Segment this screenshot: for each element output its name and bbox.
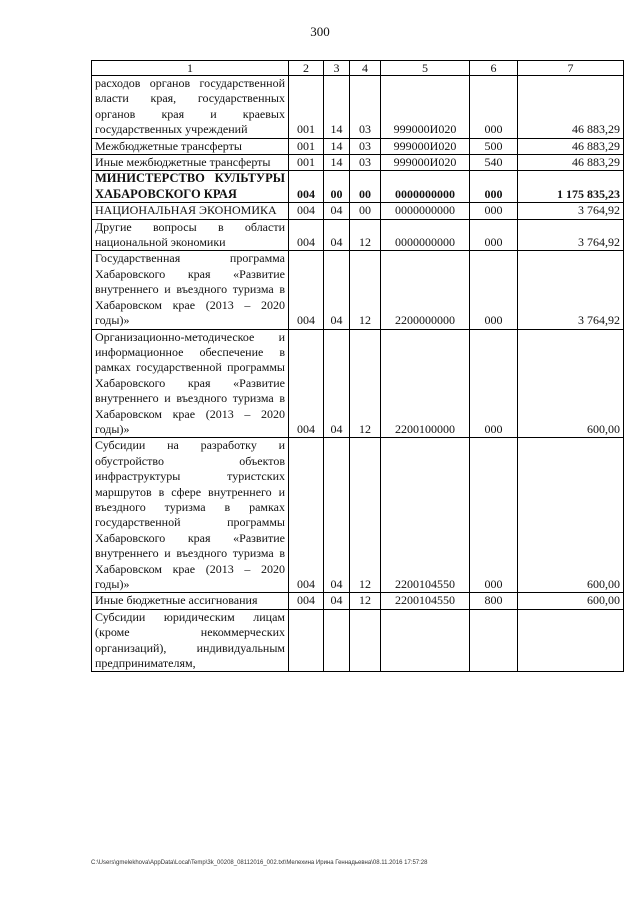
page-number: 300 [310,24,330,39]
row-description: Иные бюджетные ассигнования [92,593,289,609]
cell-amount: 3 764,92 [518,219,624,251]
column-header: 5 [381,61,470,76]
cell-subsection: 03 [350,138,381,154]
table-row [92,593,624,609]
budget-table [91,60,624,672]
table-row [92,155,624,171]
row-description: Межбюджетные трансферты [92,138,289,154]
column-header: 1 [92,61,289,76]
cell-amount: 600,00 [518,438,624,593]
row-description: расходов органов государственной власти края, государственных органов края и краевых государственных учреждений [92,76,289,139]
cell-subsection: 12 [350,438,381,593]
table-row [92,609,624,672]
cell-target-article: 0000000000 [381,203,470,219]
cell-expense-type [470,609,518,672]
cell-ministry-code: 004 [289,203,324,219]
cell-subsection: 00 [350,203,381,219]
cell-ministry-code: 001 [289,76,324,139]
cell-ministry-code: 004 [289,251,324,329]
cell-ministry-code: 001 [289,138,324,154]
cell-target-article: 2200104550 [381,438,470,593]
cell-amount: 3 764,92 [518,203,624,219]
cell-ministry-code: 004 [289,593,324,609]
cell-subsection: 00 [350,171,381,203]
cell-ministry-code: 004 [289,219,324,251]
row-description: МИНИСТЕРСТВО КУЛЬТУРЫ ХАБАРОВСКОГО КРАЯ [92,171,289,203]
row-description: НАЦИОНАЛЬНАЯ ЭКОНОМИКА [92,203,289,219]
cell-ministry-code: 004 [289,171,324,203]
cell-expense-type: 000 [470,438,518,593]
cell-section: 04 [324,219,350,251]
cell-section: 04 [324,438,350,593]
cell-section: 14 [324,155,350,171]
cell-amount: 46 883,29 [518,76,624,139]
cell-expense-type: 500 [470,138,518,154]
cell-subsection: 03 [350,76,381,139]
cell-expense-type: 000 [470,251,518,329]
table-row [92,219,624,251]
cell-expense-type: 000 [470,171,518,203]
cell-amount: 1 175 835,23 [518,171,624,203]
cell-ministry-code: 004 [289,438,324,593]
cell-section: 14 [324,76,350,139]
cell-subsection [350,609,381,672]
row-description: Организационно-методическое и информационное обеспечение в рамках государственной программы Хабаровского края «Развитие внутреннего и въездного туризма в Хабаровском крае (2013 – 2020 годы)» [92,329,289,438]
cell-subsection: 03 [350,155,381,171]
cell-target-article: 2200100000 [381,329,470,438]
cell-target-article: 0000000000 [381,171,470,203]
column-header: 7 [518,61,624,76]
cell-subsection: 12 [350,251,381,329]
column-header: 3 [324,61,350,76]
table-row [92,438,624,593]
cell-section [324,609,350,672]
table-row [92,171,624,203]
cell-amount [518,609,624,672]
cell-subsection: 12 [350,329,381,438]
cell-target-article [381,609,470,672]
cell-ministry-code [289,609,324,672]
column-header: 2 [289,61,324,76]
table-row [92,203,624,219]
cell-expense-type: 800 [470,593,518,609]
file-path-footer: C:\Users\gmelekhova\AppData\Local\Temp\3k_00208_08112016_002.txt\Мелехина Ирина Геннадьевна\08.11.2016 17:57:28 [91,860,428,866]
cell-expense-type: 540 [470,155,518,171]
cell-section: 04 [324,203,350,219]
cell-target-article: 2200104550 [381,593,470,609]
cell-section: 04 [324,593,350,609]
table-header-row [92,61,624,76]
cell-section: 00 [324,171,350,203]
cell-expense-type: 000 [470,329,518,438]
cell-section: 04 [324,251,350,329]
cell-target-article: 999000И020 [381,155,470,171]
table-row [92,329,624,438]
row-description: Субсидии юридическим лицам (кроме некоммерческих организаций), индивидуальным предпринимателям, [92,609,289,672]
cell-amount: 46 883,29 [518,138,624,154]
cell-subsection: 12 [350,219,381,251]
table-row [92,251,624,329]
column-header: 4 [350,61,381,76]
row-description: Другие вопросы в области национальной экономики [92,219,289,251]
cell-amount: 600,00 [518,329,624,438]
cell-target-article: 0000000000 [381,219,470,251]
row-description: Государственная программа Хабаровского края «Развитие внутреннего и въездного туризма в Хабаровском крае (2013 – 2020 годы)» [92,251,289,329]
cell-subsection: 12 [350,593,381,609]
cell-section: 14 [324,138,350,154]
cell-target-article: 999000И020 [381,76,470,139]
cell-target-article: 999000И020 [381,138,470,154]
cell-ministry-code: 004 [289,329,324,438]
cell-amount: 600,00 [518,593,624,609]
cell-ministry-code: 001 [289,155,324,171]
cell-section: 04 [324,329,350,438]
table-row [92,138,624,154]
cell-expense-type: 000 [470,219,518,251]
cell-amount: 46 883,29 [518,155,624,171]
table-row [92,76,624,139]
column-header: 6 [470,61,518,76]
row-description: Субсидии на разработку и обустройство объектов инфраструктуры туристских маршрутов в сфере внутреннего и въездного туризма в рамках государственной программы Хабаровского края «Развитие внутреннего и въездного туризма в Хабаровском крае (2013 – 2020 годы)» [92,438,289,593]
cell-amount: 3 764,92 [518,251,624,329]
cell-expense-type: 000 [470,76,518,139]
cell-target-article: 2200000000 [381,251,470,329]
cell-expense-type: 000 [470,203,518,219]
row-description: Иные межбюджетные трансферты [92,155,289,171]
